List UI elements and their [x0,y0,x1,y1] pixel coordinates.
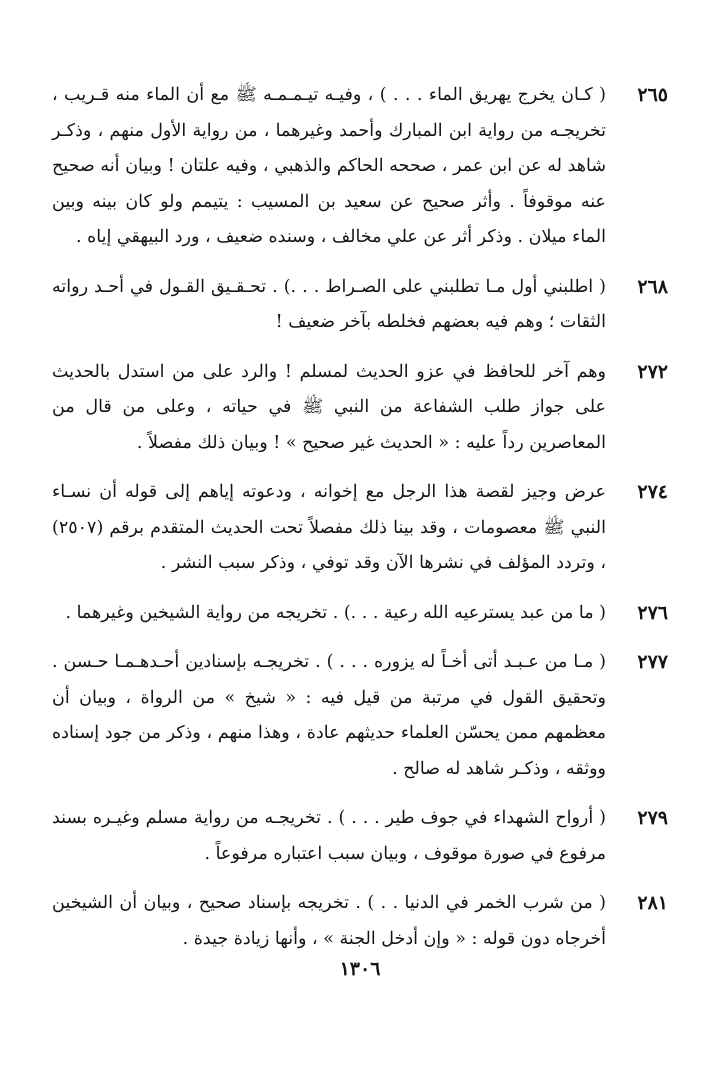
entry-text: ( مـا من عـبـد أتى أخـاً له يزوره . . . ) . تخريجـه بإسنادين أحـدهـمـا حـسن . وتحقيق القول في مرتبة من قيل فيه : « شيخ » من الرواة ، وبيان أن معظمهم ممن يحسّن العلماء حديثهم عادة ، وهذا منهم ، وذكر من جود إسناده ووثقه ، وذكـر شاهد له صالح . [52,652,606,779]
entry-number: ٢٦٥ [637,84,668,106]
entry-text: عرض وجيز لقصة هذا الرجل مع إخوانه ، ودعوته إياهم إلى قوله أن نسـاء النبي ﷺ معصومات ، وقد بينا ذلك مفصلاً تحت الحديث المتقدم برقم (٢٥٠٧) ، وتردد المؤلف في نشرها الآن وقد توفي ، وذكر سبب النشر . [52,482,606,573]
index-entry-265 [52,78,668,256]
index-entry-268 [52,270,668,341]
entry-text: ( ما من عبد يسترعيه الله رعية . . .) . تخريجه من رواية الشيخين وغيرهما . [65,602,606,623]
entry-text: ( من شرب الخمر في الدنيا . . ) . تخريجه بإسناد صحيح ، وبيان أن الشيخين أخرجاه دون قوله : « وإن أدخل الجنة » ، وأنها زيادة جيدة . [52,893,606,949]
entry-number: ٢٧٦ [637,601,668,624]
entry-number: ٢٧٤ [637,481,668,503]
index-entry-272 [52,355,668,462]
entry-number: ٢٦٨ [637,275,668,298]
entry-number: ٢٧٩ [637,807,668,829]
index-entry-274 [52,475,668,582]
entry-text: ( كـان يخرج يهريق الماء . . . ) ، وفيـه تيـمـمـه ﷺ مع أن الماء منه قـريب ، تخريجـه من رواية ابن المبارك وأحمد وغيرهما ، من رواية الأول منهم ، وذكـر شاهد له عن ابن عمر ، صححه الحاكم والذهبي ، وفيه علتان ! وبيان أنه صحيح عنه موقوفاً . وأثر صحيح عن سعيد بن المسيب : يتيمم ولو كان بينه وبين الماء ميلان . وذكر أثر عن علي مخالف ، وسنده ضعيف ، ورد البيهقي إياه . [52,85,606,247]
entry-text: وهم آخر للحافظ في عزو الحديث لمسلم ! والرد على من استدل بالحديث على جواز طلب الشفاعة من النبي ﷺ في حياته ، وعلى من قال من المعاصرين رداً عليه : « الحديث غير صحيح » ! وبيان ذلك مفصلاً . [52,361,606,453]
index-entry-279 [52,801,668,872]
index-entry-276 [52,596,668,632]
entry-number: ٢٨١ [637,892,668,914]
page-number: ١٣٠٦ [339,958,381,980]
index-page [52,78,668,971]
entry-text: ( اطلبني أول مـا تطلبني على الصـراط . . .) . تحـقـيق القـول في أحـد رواته الثقات ؛ وهم فيه بعضهم فخلطه بآخر ضعيف ! [52,276,606,332]
entry-text: ( أرواح الشهداء في جوف طير . . . ) . تخريجـه من رواية مسلم وغيـره بسند مرفوع في صورة موقوف ، وبيان سبب اعتباره مرفوعاً . [52,808,606,864]
index-entry-277 [52,645,668,787]
entry-number: ٢٧٢ [637,360,668,383]
entry-number: ٢٧٧ [637,651,668,673]
index-entry-281 [52,886,668,957]
